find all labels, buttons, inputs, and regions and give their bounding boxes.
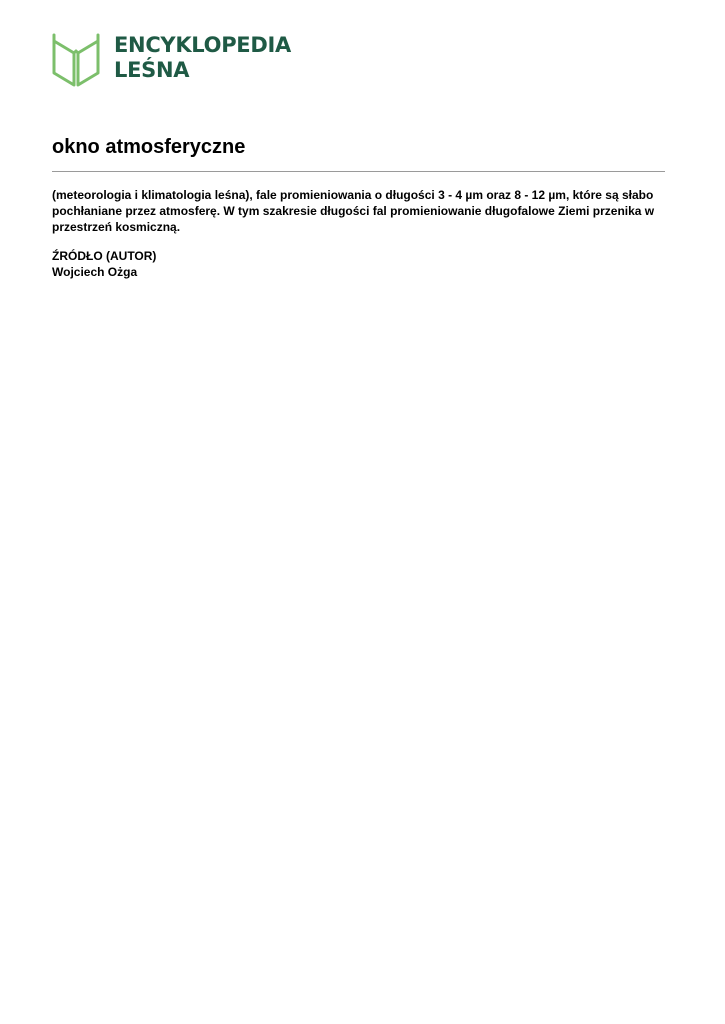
source-label: ŹRÓDŁO (AUTOR) [52,249,157,263]
logo-text [114,33,291,83]
logo-line-1: ENCYKLOPEDIA [114,33,291,57]
logo-line-2: LEŚNA [114,58,190,82]
title-divider [52,171,665,172]
source-section [52,248,156,280]
open-book-icon [52,33,100,89]
site-logo[interactable] [52,33,292,89]
source-author: Wojciech Ożga [52,265,138,279]
page-title: okno atmosferyczne [52,136,246,158]
entry-definition: (meteorologia i klimatologia leśna), fale promieniowania o długości 3 - 4 µm oraz 8 - 12 µm, które są słabo pochłaniane przez atmosferę. W tym szakresie długości fal promieniowanie długofalowe Ziemi przenika w przestrzeń kosmiczną. [52,188,655,234]
